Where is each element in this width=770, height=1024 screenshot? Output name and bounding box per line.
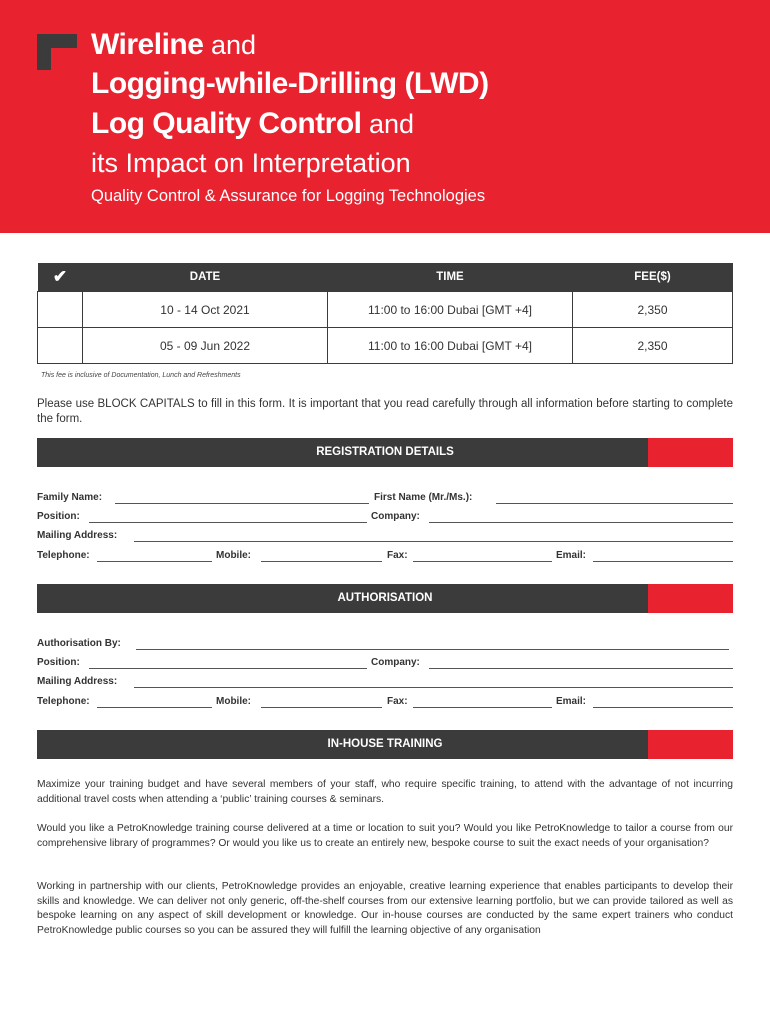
title-line-2: Logging-while-Drilling (LWD) [91, 67, 489, 100]
authorisation-heading-bar [37, 584, 733, 613]
auth-position-label: Position: [37, 657, 80, 668]
authorised-by-label: Authorisation By: [37, 638, 121, 649]
auth-mailing-address-label: Mailing Address: [37, 676, 118, 687]
family-name-label: Family Name: [37, 492, 103, 503]
title-line-1: Wireline and [91, 28, 256, 61]
fax-field[interactable] [413, 561, 552, 562]
table-row [38, 328, 733, 364]
auth-position-field[interactable] [89, 668, 367, 669]
company-field[interactable] [429, 522, 733, 523]
auth-email-field[interactable] [593, 707, 733, 708]
registration-heading: REGISTRATION DETAILS [316, 446, 454, 458]
select-checkbox[interactable] [38, 292, 83, 328]
auth-mobile-field[interactable] [261, 707, 382, 708]
position-label: Position: [37, 511, 80, 522]
auth-mobile-label: Mobile: [216, 696, 251, 707]
first-name-field[interactable] [496, 503, 733, 504]
fee-header: FEE($) [573, 263, 733, 292]
date-cell: 05 - 09 Jun 2022 [83, 328, 328, 364]
schedule-header-row [38, 263, 733, 292]
title-line-3: Log Quality Control and [91, 107, 415, 140]
time-cell: 11:00 to 16:00 Dubai [GMT +4] [328, 328, 573, 364]
mailing-address-field[interactable] [134, 541, 733, 542]
inhouse-paragraph-1: Maximize your training budget and have several members of your staff, who require specific training, to attend with the advantage of not incurring additional travel costs when attending a ‘public’ training courses & seminars. [37, 779, 733, 805]
auth-email-label: Email: [556, 696, 587, 707]
first-name-label: First Name (Mr./Ms.): [374, 492, 473, 503]
date-cell: 10 - 14 Oct 2021 [83, 292, 328, 328]
time-header: TIME [328, 263, 573, 292]
auth-telephone-field[interactable] [97, 707, 212, 708]
registration-heading-bar [37, 438, 733, 467]
intro-text: Please use BLOCK CAPITALS to fill in this form. It is important that you read carefully through all information before starting to complete the form. [37, 398, 733, 425]
mailing-address-label: Mailing Address: [37, 530, 118, 541]
inhouse-paragraph-2: Would you like a PetroKnowledge training course delivered at a time or location to suit you? Would you like PetroKnowledge to tailor a course from our comprehensive library of programmes? Or would you like us to create an entirely new, bespoke course to suit the exact needs of your organisation? [37, 823, 733, 849]
authorised-by-field[interactable] [136, 649, 729, 650]
family-name-field[interactable] [115, 503, 369, 504]
authorisation-heading: AUTHORISATION [337, 592, 433, 604]
auth-fax-field[interactable] [413, 707, 552, 708]
telephone-field[interactable] [97, 561, 212, 562]
title-line-4: its Impact on Interpretation [91, 148, 411, 178]
fee-cell: 2,350 [573, 328, 733, 364]
inhouse-paragraph-3: Working in partnership with our clients, PetroKnowledge provides an enjoyable, creative learning experience that enables participants to develop their skills and knowledge. We can deliver not only generic, off-the-shelf courses from our extensive learning portfolio, but we can provide tailored as well as bespoke learning on any aspect of skill development or knowledge. Our in-house courses are conducted by the same expert trainers who conduct PetroKnowledge public courses so you can be assured they will fulfill the learning objective of any organisation [37, 881, 733, 936]
schedule-table [37, 263, 733, 364]
auth-mailing-address-field[interactable] [134, 687, 733, 688]
fee-note: This fee is inclusive of Documentation, Lunch and Refreshments [41, 372, 241, 379]
company-label: Company: [371, 511, 420, 522]
auth-telephone-label: Telephone: [37, 696, 90, 707]
inhouse-heading-bar [37, 730, 733, 759]
select-checkbox[interactable] [38, 328, 83, 364]
header-banner [0, 0, 770, 233]
date-header: DATE [83, 263, 328, 292]
subtitle: Quality Control & Assurance for Logging Technologies [91, 187, 486, 205]
time-cell: 11:00 to 16:00 Dubai [GMT +4] [328, 292, 573, 328]
inhouse-heading: IN-HOUSE TRAINING [327, 738, 443, 750]
table-row [38, 292, 733, 328]
email-label: Email: [556, 550, 587, 561]
mobile-field[interactable] [261, 561, 382, 562]
checkmark-icon: ✔ [38, 263, 83, 292]
auth-company-label: Company: [371, 657, 420, 668]
auth-company-field[interactable] [429, 668, 733, 669]
mobile-label: Mobile: [216, 550, 251, 561]
brand-logo-icon [37, 34, 77, 70]
position-field[interactable] [89, 522, 367, 523]
telephone-label: Telephone: [37, 550, 90, 561]
auth-fax-label: Fax: [387, 696, 408, 707]
fax-label: Fax: [387, 550, 408, 561]
fee-cell: 2,350 [573, 292, 733, 328]
email-field[interactable] [593, 561, 733, 562]
